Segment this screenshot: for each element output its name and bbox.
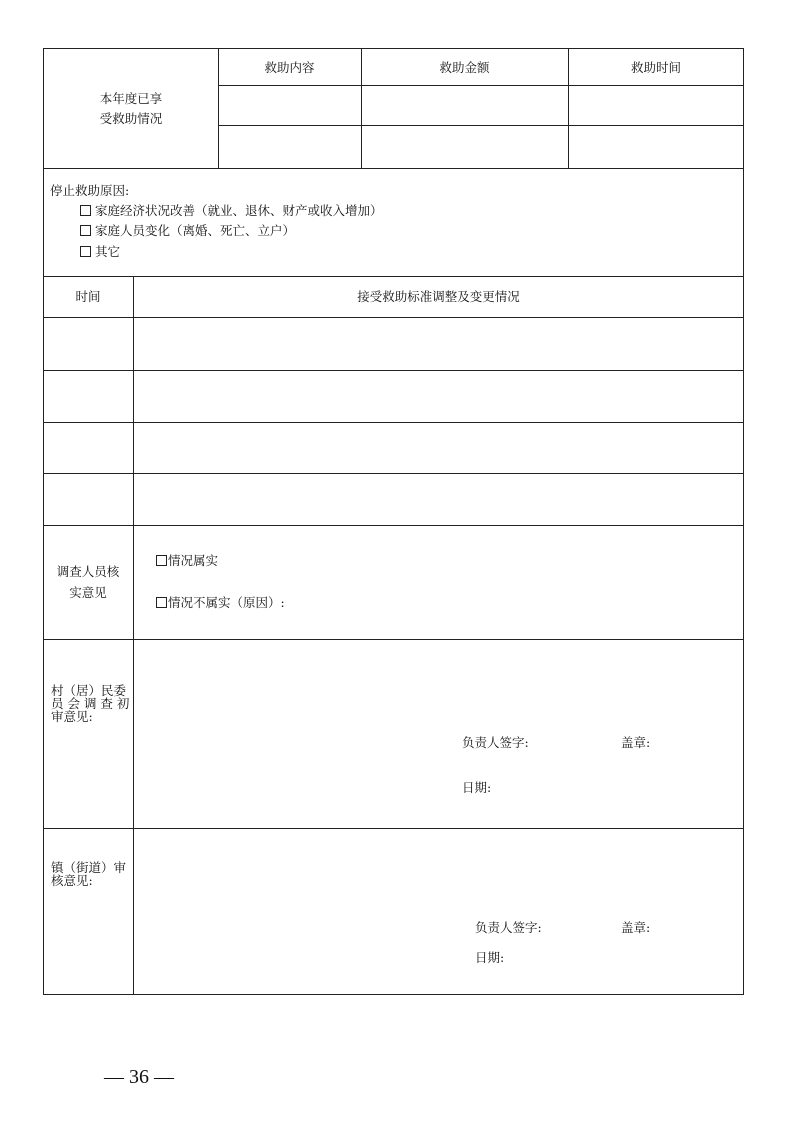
option-label: 情况不属实（原因）: [168, 595, 285, 610]
investigator-label: 实意见 [69, 585, 107, 600]
village-date-label: 日期: [462, 780, 492, 795]
town-label: 镇（街道）审 [51, 860, 127, 875]
table-rule [43, 525, 744, 526]
table-rule [133, 276, 134, 995]
village-label: 审意见: [51, 709, 93, 724]
option-true[interactable] [156, 554, 218, 568]
table-rule [218, 85, 744, 86]
header-time: 时间 [75, 289, 101, 304]
village-label: 员 会 调 查 初 [51, 696, 130, 711]
investigator-label: 调查人员核 [56, 564, 120, 579]
village-sign-label: 负责人签字: [462, 735, 529, 750]
village-seal-label: 盖章: [621, 735, 651, 750]
row-label: 本年度已享 [99, 91, 163, 106]
town-sign-label: 负责人签字: [475, 920, 542, 935]
checkbox-icon[interactable] [80, 205, 91, 216]
stop-reason-option[interactable] [80, 245, 120, 259]
village-label: 村（居）民委 [51, 683, 127, 698]
option-false[interactable] [156, 596, 285, 610]
header-aid-amount: 救助金额 [439, 60, 490, 75]
header-aid-content: 救助内容 [264, 60, 315, 75]
header-adjust-content: 接受救助标准调整及变更情况 [357, 289, 520, 304]
option-label: 家庭经济状况改善（就业、退休、财产或收入增加） [95, 203, 383, 218]
table-rule [43, 422, 744, 423]
stop-reason-option[interactable] [80, 224, 295, 238]
stop-reason-title: 停止救助原因: [50, 183, 130, 198]
table-rule [43, 828, 744, 829]
checkbox-icon[interactable] [80, 225, 91, 236]
form-table [43, 48, 744, 995]
table-rule [43, 639, 744, 640]
table-rule [43, 370, 744, 371]
stop-reason-option[interactable] [80, 204, 383, 218]
header-aid-time: 救助时间 [630, 60, 681, 75]
table-rule [43, 473, 744, 474]
option-label: 家庭人员变化（离婚、死亡、立户） [95, 223, 296, 238]
town-date-label: 日期: [475, 950, 505, 965]
table-rule [218, 125, 744, 126]
table-rule [43, 168, 744, 169]
page-number: — 36 — [104, 1066, 174, 1088]
table-rule [43, 317, 744, 318]
option-label: 情况属实 [168, 553, 219, 568]
table-rule [43, 276, 744, 277]
checkbox-icon[interactable] [156, 555, 167, 566]
checkbox-icon[interactable] [156, 597, 167, 608]
town-label: 核意见: [51, 873, 93, 888]
checkbox-icon[interactable] [80, 246, 91, 257]
option-label: 其它 [95, 244, 121, 259]
row-label: 受救助情况 [99, 111, 163, 126]
town-seal-label: 盖章: [621, 920, 651, 935]
